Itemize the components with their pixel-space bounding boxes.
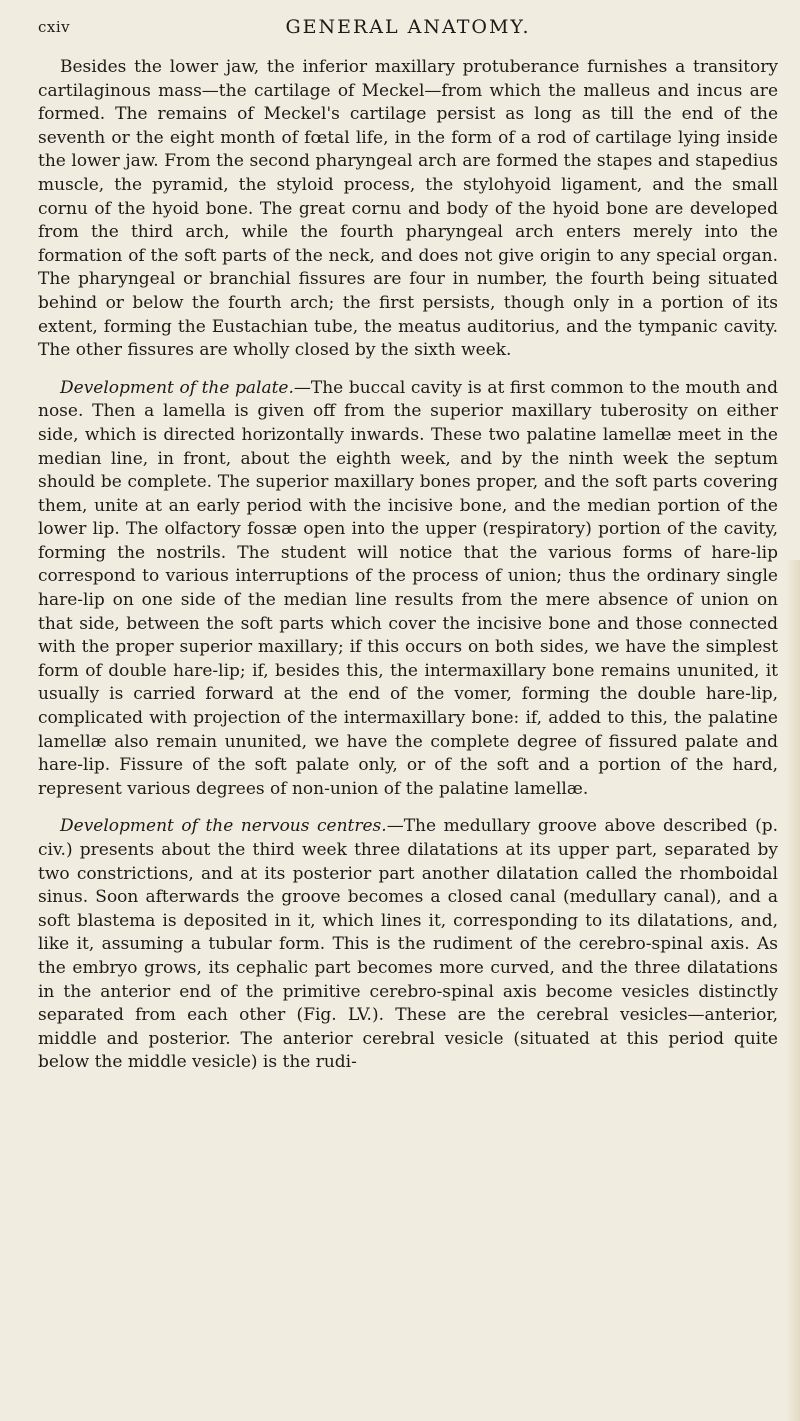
paragraph-development-of-nervous-centres [38,815,778,1075]
paragraph-development-of-palate [38,377,778,802]
running-head [38,0,778,56]
paragraph-lower-jaw [38,56,778,363]
paragraph-heading: Development of the nervous centres. [60,816,387,837]
paragraph-heading: Development of the palate. [60,377,294,398]
page-number: cxiv [38,18,71,36]
paragraph-text: —The buccal cavity is at first common to the mouth and nose. Then a lamella is given off from the superior maxillary tuberosity on either side, which is directed horizontally inwards. These two palatine lamellæ meet in the median line, in front, about the eighth week, and by the ninth week the septum should be complete. The superior maxillary bones proper, and the soft parts covering them, unite at an early period with the incisive bone, and the median portion of the lower lip. The olfactory fossæ open into the upper (respiratory) portion of the cavity, forming the nostrils. The student will notice that the various forms of hare-lip correspond to various interruptions of the process of union; thus the ordinary single hare-lip on one side of the median line results from the mere absence of union on that side, between the soft parts which cover the incisive bone and those connected with the proper superior maxillary; if this occurs on both sides, we have the simplest form of double hare-lip; if, besides this, the intermaxillary bone remains ununited, it usually is carried forward at the end of the vomer, forming the double hare-lip, complicated with projection of the intermaxillary bone: if, added to this, the palatine lamellæ also remain ununited, we have the complete degree of fissured palate and hare-lip. Fissure of the soft palate only, or of the soft and a portion of the hard, represent various degrees of non-union of the palatine lamellæ. [38,377,778,799]
running-title: GENERAL ANATOMY. [285,16,531,38]
paragraph-text: —The medullary groove above described (p. civ.) presents about the third week three dilatations at its upper part, separated by two constrictions, and at its posterior part another dilatation called the rhomboidal sinus. Soon afterwards the groove becomes a closed canal (medullary canal), and a soft blastema is deposited in it, which lines it, corresponding to its dilatations, and, like it, assuming a tubular form. This is the rudiment of the cerebro-spinal axis. As the embryo grows, its cephalic part becomes more curved, and the three dilatations in the anterior end of the primitive cerebro-spinal axis become vesicles distinctly separated from each other (Fig. LV.). These are the cerebral vesicles—anterior, middle and posterior. The anterior cerebral vesicle (situated at this period quite below the middle vesicle) is the rudi- [38,816,778,1073]
paragraph-text: Besides the lower jaw, the inferior maxillary protuberance furnishes a transitory cartilaginous mass—the cartilage of Meckel—from which the malleus and incus are formed. The remains of Meckel's cartilage persist as long as till the end of the seventh or the eight month of fœtal life, in the form of a rod of cartilage lying inside the lower jaw. From the second pharyngeal arch are formed the stapes and stapedius muscle, the pyramid, the styloid process, the stylohyoid ligament, and the small cornu of the hyoid bone. The great cornu and body of the hyoid bone are developed from the third arch, while the fourth pharyngeal arch enters merely into the formation of the soft parts of the neck, and does not give origin to any special organ. The pharyngeal or branchial fissures are four in number, the fourth being situated behind or below the fourth arch; the first persists, though only in a portion of its extent, forming the Eustachian tube, the meatus auditorius, and the tympanic cavity. The other fissures are wholly closed by the sixth week. [38,57,778,361]
page-edge-shadow [786,560,800,1421]
book-page [38,0,778,1421]
